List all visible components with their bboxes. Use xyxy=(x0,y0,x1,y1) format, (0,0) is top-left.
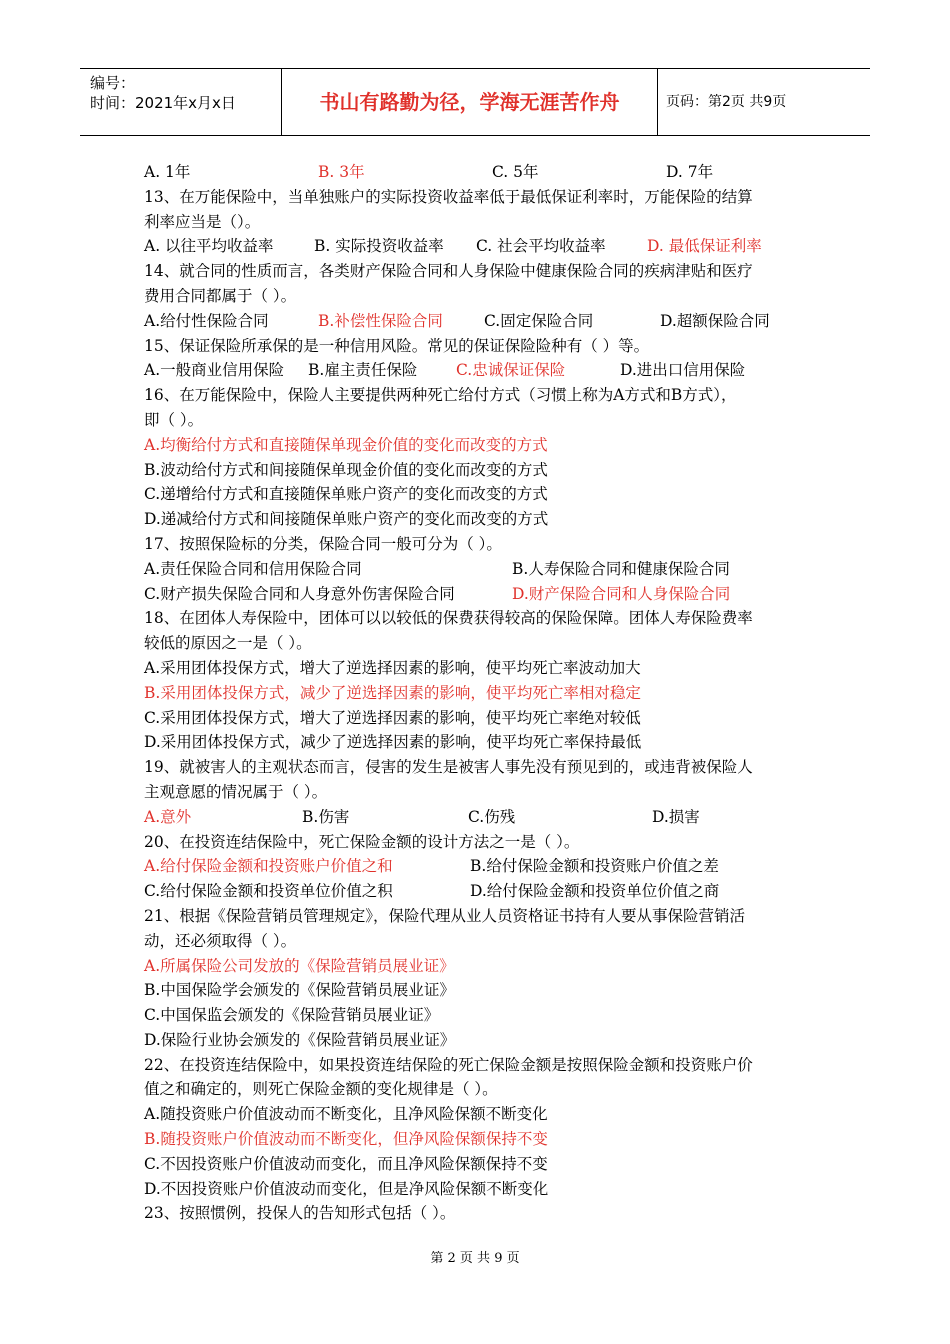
question-content xyxy=(144,160,812,1226)
question-text: 费用合同都属于（ ）。 xyxy=(144,286,297,305)
option-c: C.递增给付方式和直接随保单账户资产的变化而改变的方式 xyxy=(144,485,548,504)
option-c: C.中国保监会颁发的《保险营销员展业证》 xyxy=(144,1006,440,1025)
option-row xyxy=(144,854,812,879)
option-b: B.伤害 xyxy=(302,807,350,826)
question-text: 即（ ）。 xyxy=(144,410,204,429)
option-a-answer: A.均衡给付方式和直接随保单现金价值的变化而改变的方式 xyxy=(144,435,548,454)
question-text: 21、根据《保险营销员管理规定》，保险代理从业人员资格证书持有人要从事保险营销活 xyxy=(144,906,745,925)
option-c: C. 社会平均收益率 xyxy=(476,237,606,256)
option-a: A.随投资账户价值波动而不断变化，且净风险保额不断变化 xyxy=(144,1105,548,1124)
question-text: 14、就合同的性质而言，各类财产保险合同和人身保险中健康保险合同的疾病津贴和医疗 xyxy=(144,262,753,281)
option-b: B.给付保险金额和投资账户价值之差 xyxy=(470,857,719,876)
option-d: D.进出口信用保险 xyxy=(620,361,746,380)
question-text: 20、在投资连结保险中，死亡保险金额的设计方法之一是（ ）。 xyxy=(144,832,580,851)
question-text: 较低的原因之一是（ ）。 xyxy=(144,634,312,653)
option-a: A.责任保险合同和信用保险合同 xyxy=(144,559,362,578)
option-a-answer: A.给付保险金额和投资账户价值之和 xyxy=(144,857,393,876)
option-d: D. 7年 xyxy=(666,163,714,181)
header-motto: 书山有路勤为径，学海无涯苦作舟 xyxy=(282,69,658,135)
option-b: B. 实际投资收益率 xyxy=(314,237,444,256)
option-a: A. 1年 xyxy=(144,163,191,181)
option-d-answer: D. 最低保证利率 xyxy=(647,237,762,256)
option-row xyxy=(144,234,812,259)
document-number-label: 编号： xyxy=(90,74,136,92)
document-date-label: 时间：2021年x月x日 xyxy=(90,94,236,112)
question-text: 利率应当是（）。 xyxy=(144,212,261,231)
question-text: 主观意愿的情况属于（ ）。 xyxy=(144,782,328,801)
option-b-answer: B.随投资账户价值波动而不断变化，但净风险保额保持不变 xyxy=(144,1130,548,1149)
page-header xyxy=(80,68,870,136)
question-text: 22、在投资连结保险中，如果投资连结保险的死亡保险金额是按照保险金额和投资账户价 xyxy=(144,1055,753,1074)
option-c: C.给付保险金额和投资单位价值之积 xyxy=(144,882,393,901)
question-text: 19、就被害人的主观状态而言，侵害的发生是被害人事先没有预见到的，或违背被保险人 xyxy=(144,758,753,777)
option-d: D.不因投资账户价值波动而变化，但是净风险保额不断变化 xyxy=(144,1179,549,1198)
option-b-answer: B. 3年 xyxy=(318,163,365,181)
question-text: 13、在万能保险中，当单独账户的实际投资收益率低于最低保证利率时，万能保险的结算 xyxy=(144,187,753,206)
option-d: D.超额保险合同 xyxy=(660,311,770,330)
option-c: C.固定保险合同 xyxy=(484,311,594,330)
option-c: C.伤残 xyxy=(468,807,516,826)
option-b: B.中国保险学会颁发的《保险营销员展业证》 xyxy=(144,981,455,1000)
option-b-answer: B.采用团体投保方式，减少了逆选择因素的影响，使平均死亡率相对稳定 xyxy=(144,683,641,702)
option-d-answer: D.财产保险合同和人身保险合同 xyxy=(512,584,731,603)
option-row xyxy=(144,582,812,607)
header-page-number: 页码：第2页 共9页 xyxy=(666,94,787,110)
question-text: 16、在万能保险中，保险人主要提供两种死亡给付方式（习惯上称为A方式和B方式）， xyxy=(144,386,737,405)
option-row xyxy=(144,557,812,582)
option-a: A.一般商业信用保险 xyxy=(144,361,285,380)
option-c: C.采用团体投保方式，增大了逆选择因素的影响，使平均死亡率绝对较低 xyxy=(144,708,641,727)
option-c: C. 5年 xyxy=(492,163,539,181)
question-text: 15、保证保险所承保的是一种信用风险。常见的保证保险险种有（ ）等。 xyxy=(144,336,650,355)
question-text: 值之和确定的，则死亡保险金额的变化规律是（ ）。 xyxy=(144,1080,498,1099)
option-row xyxy=(144,879,812,904)
option-d: D.采用团体投保方式，减少了逆选择因素的影响，使平均死亡率保持最低 xyxy=(144,733,642,752)
question-text: 23、按照惯例，投保人的告知形式包括（ ）。 xyxy=(144,1204,456,1223)
option-a: A.给付性保险合同 xyxy=(144,311,269,330)
option-c-answer: C.忠诚保证保险 xyxy=(456,361,566,380)
option-row xyxy=(144,805,812,830)
option-b: B.人寿保险合同和健康保险合同 xyxy=(512,559,730,578)
option-d: D.保险行业协会颁发的《保险营销员展业证》 xyxy=(144,1030,456,1049)
option-b: B.波动给付方式和间接随保单现金价值的变化而改变的方式 xyxy=(144,460,548,479)
option-c: C.财产损失保险合同和人身意外伤害保险合同 xyxy=(144,584,455,603)
option-a-answer: A.所属保险公司发放的《保险营销员展业证》 xyxy=(144,956,455,975)
question-text: 动，还必须取得（ ）。 xyxy=(144,931,297,950)
option-a-answer: A.意外 xyxy=(144,807,192,826)
option-row xyxy=(144,358,812,383)
option-b: B.雇主责任保险 xyxy=(308,361,418,380)
page-footer: 第 2 页 共 9 页 xyxy=(430,1251,520,1266)
option-a: A. 以往平均收益率 xyxy=(144,237,274,256)
option-row xyxy=(144,160,812,185)
question-text: 18、在团体人寿保险中，团体可以以较低的保费获得较高的保险保障。团体人寿保险费率 xyxy=(144,609,753,628)
question-text: 17、按照保险标的分类，保险合同一般可分为（ ）。 xyxy=(144,534,502,553)
option-d: D.递减给付方式和间接随保单账户资产的变化而改变的方式 xyxy=(144,510,549,529)
header-info xyxy=(80,69,282,135)
option-b-answer: B.补偿性保险合同 xyxy=(318,311,443,330)
option-d: D.损害 xyxy=(652,807,700,826)
option-c: C.不因投资账户价值波动而变化，而且净风险保额保持不变 xyxy=(144,1154,548,1173)
option-row xyxy=(144,309,812,334)
option-d: D.给付保险金额和投资单位价值之商 xyxy=(470,882,720,901)
option-a: A.采用团体投保方式，增大了逆选择因素的影响，使平均死亡率波动加大 xyxy=(144,658,641,677)
